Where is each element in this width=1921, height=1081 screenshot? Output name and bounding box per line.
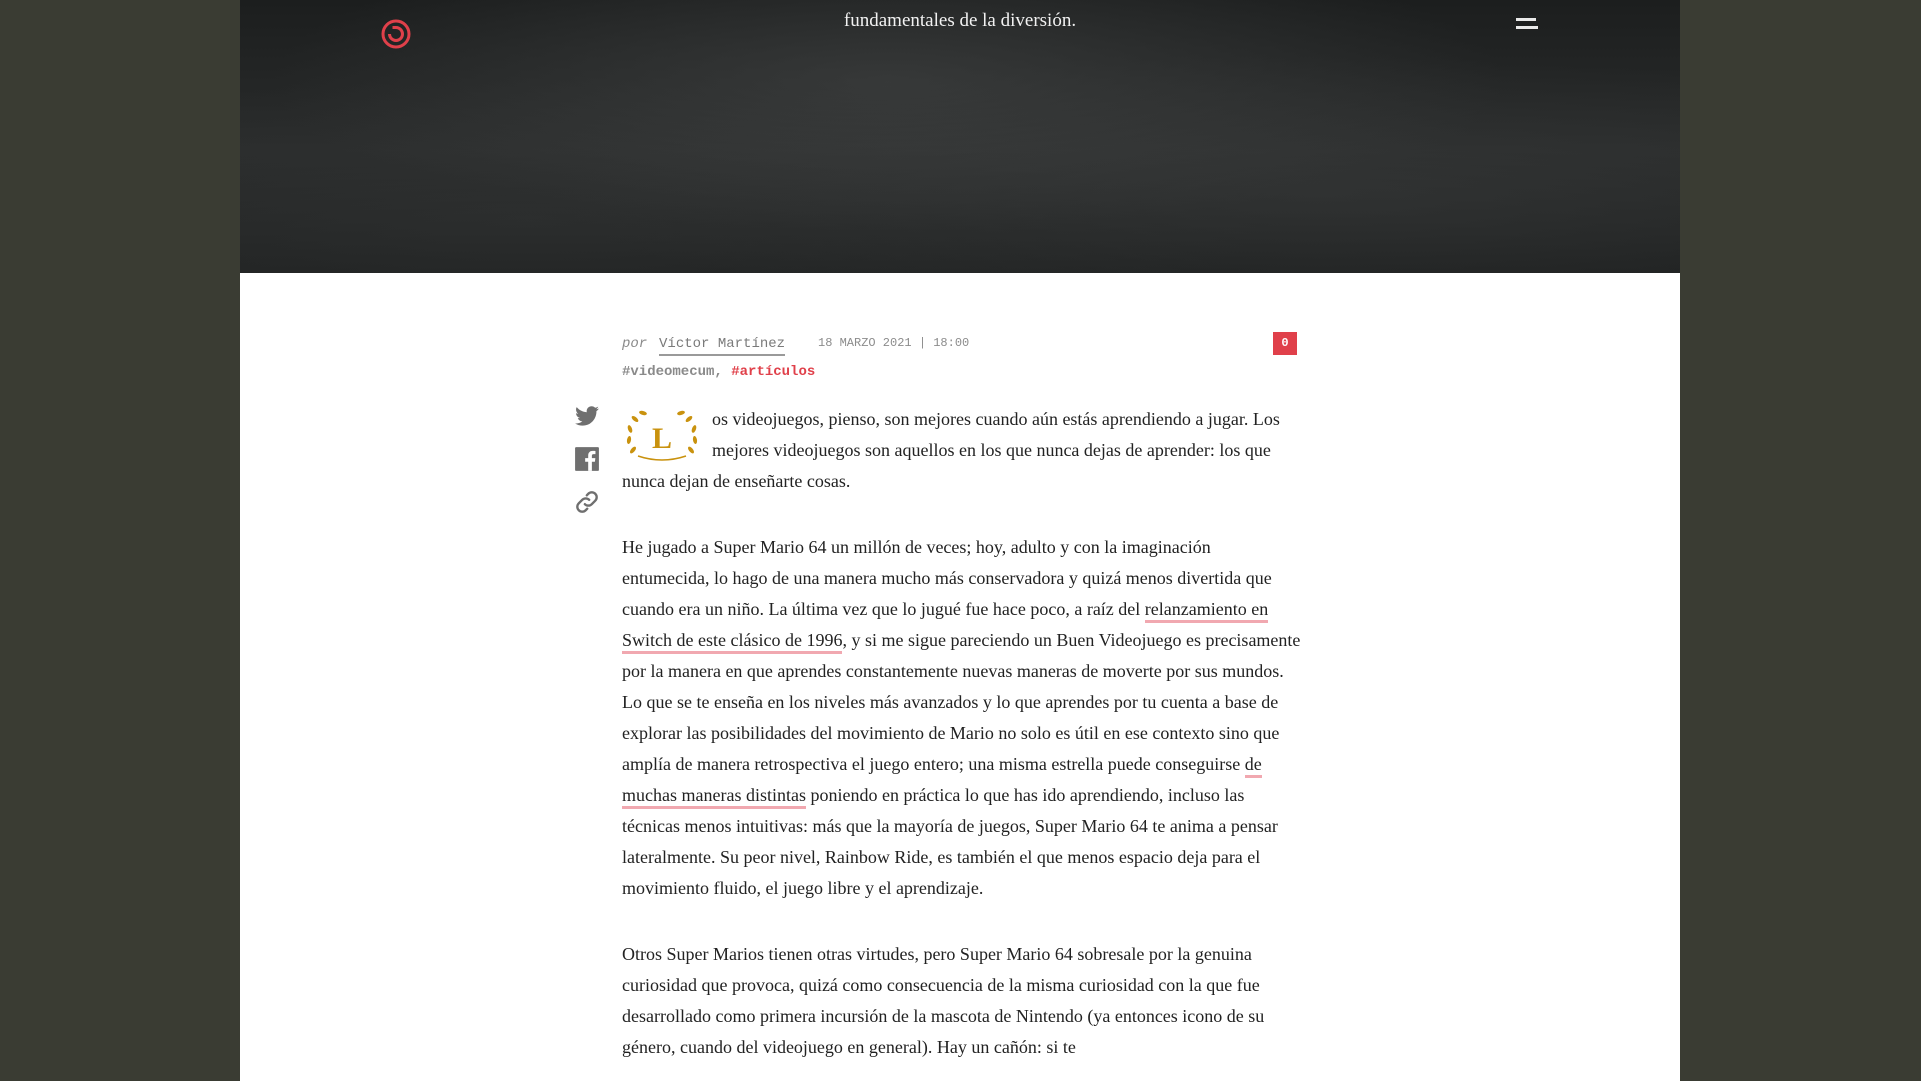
switch-relaunch-link[interactable]: relanzamiento en Switch de este clásico de 1996 bbox=[622, 599, 1268, 654]
paragraph-2-text-a: He jugado a Super Mario 64 un millón de veces; hoy, adulto y con la imaginación entumecida, lo hago de una manera mucho más conservadora y quizá menos divertida que cuando era un niño. La última vez que lo jugué fue hace poco, a raíz del bbox=[622, 537, 1272, 619]
facebook-icon[interactable] bbox=[574, 446, 600, 472]
by-label: por bbox=[622, 336, 648, 352]
article-body bbox=[622, 404, 1302, 1081]
article-meta bbox=[622, 336, 1302, 352]
comment-count-badge[interactable]: 0 bbox=[1273, 332, 1297, 355]
link-icon[interactable] bbox=[574, 489, 600, 515]
dropcap-letter: L bbox=[651, 422, 673, 455]
tag-separator: , bbox=[714, 364, 723, 380]
tag-videomecum[interactable]: #videomecum bbox=[622, 364, 715, 380]
tag-list bbox=[622, 364, 815, 380]
article-paragraph-3: Otros Super Marios tienen otras virtudes, pero Super Mario 64 sobresale por la genuina curiosidad que provoca, quizá como consecuencia de la misma curiosidad con la que fue desarrollado como primera incursión de la mascota de Nintendo (ya entonces icono de su género, cuando del videojuego en general). Hay un cañón: si te bbox=[622, 944, 1265, 1057]
hero-banner bbox=[240, 0, 1680, 273]
menu-icon[interactable] bbox=[1516, 18, 1540, 34]
author-link[interactable]: Víctor Martínez bbox=[659, 336, 785, 356]
twitter-icon[interactable] bbox=[574, 403, 600, 429]
article-paragraph-1 bbox=[622, 404, 1302, 497]
paragraph-2-text-c: poniendo en práctica lo que has ido aprendiendo, incluso las técnicas menos intuitivas: más que la mayoría de juegos, Super Mario 64 te anima a pensar lateralmente. Su peor nivel, Rainbow Ride, es también el que menos espacio deja para el movimiento fluido, el juego libre y el aprendizaje. bbox=[622, 785, 1278, 898]
tag-articulos[interactable]: #artículos bbox=[731, 364, 816, 380]
laurel-dropcap-icon bbox=[622, 406, 702, 464]
article-paragraph-2 bbox=[622, 532, 1302, 904]
many-ways-link[interactable]: de muchas maneras distintas bbox=[622, 754, 1262, 809]
publish-date: 18 MARZO 2021 | 18:00 bbox=[818, 336, 970, 350]
page bbox=[240, 0, 1680, 1081]
paragraph-2-text-b: , y si me sigue pareciendo un Buen Videojuego es precisamente por la manera en que aprendes constantemente nuevas maneras de moverte por sus mundos. Lo que se te enseña en los niveles más avanzados y lo que aprendes por tu cuenta a base de explorar las posibilidades del movimiento de Mario no solo es útil en ese contexto sino que amplía de manera retrospectiva el juego entero; una misma estrella puede conseguirse bbox=[622, 630, 1301, 774]
paragraph-1-text: os videojuegos, pienso, son mejores cuando aún estás aprendiendo a jugar. Los mejores videojuegos son aquellos en los que nunca dejas de aprender: los que nunca dejan de enseñarte cosas. bbox=[622, 409, 1280, 491]
hero-subtitle: fundamentales de la diversión. bbox=[843, 10, 1077, 31]
